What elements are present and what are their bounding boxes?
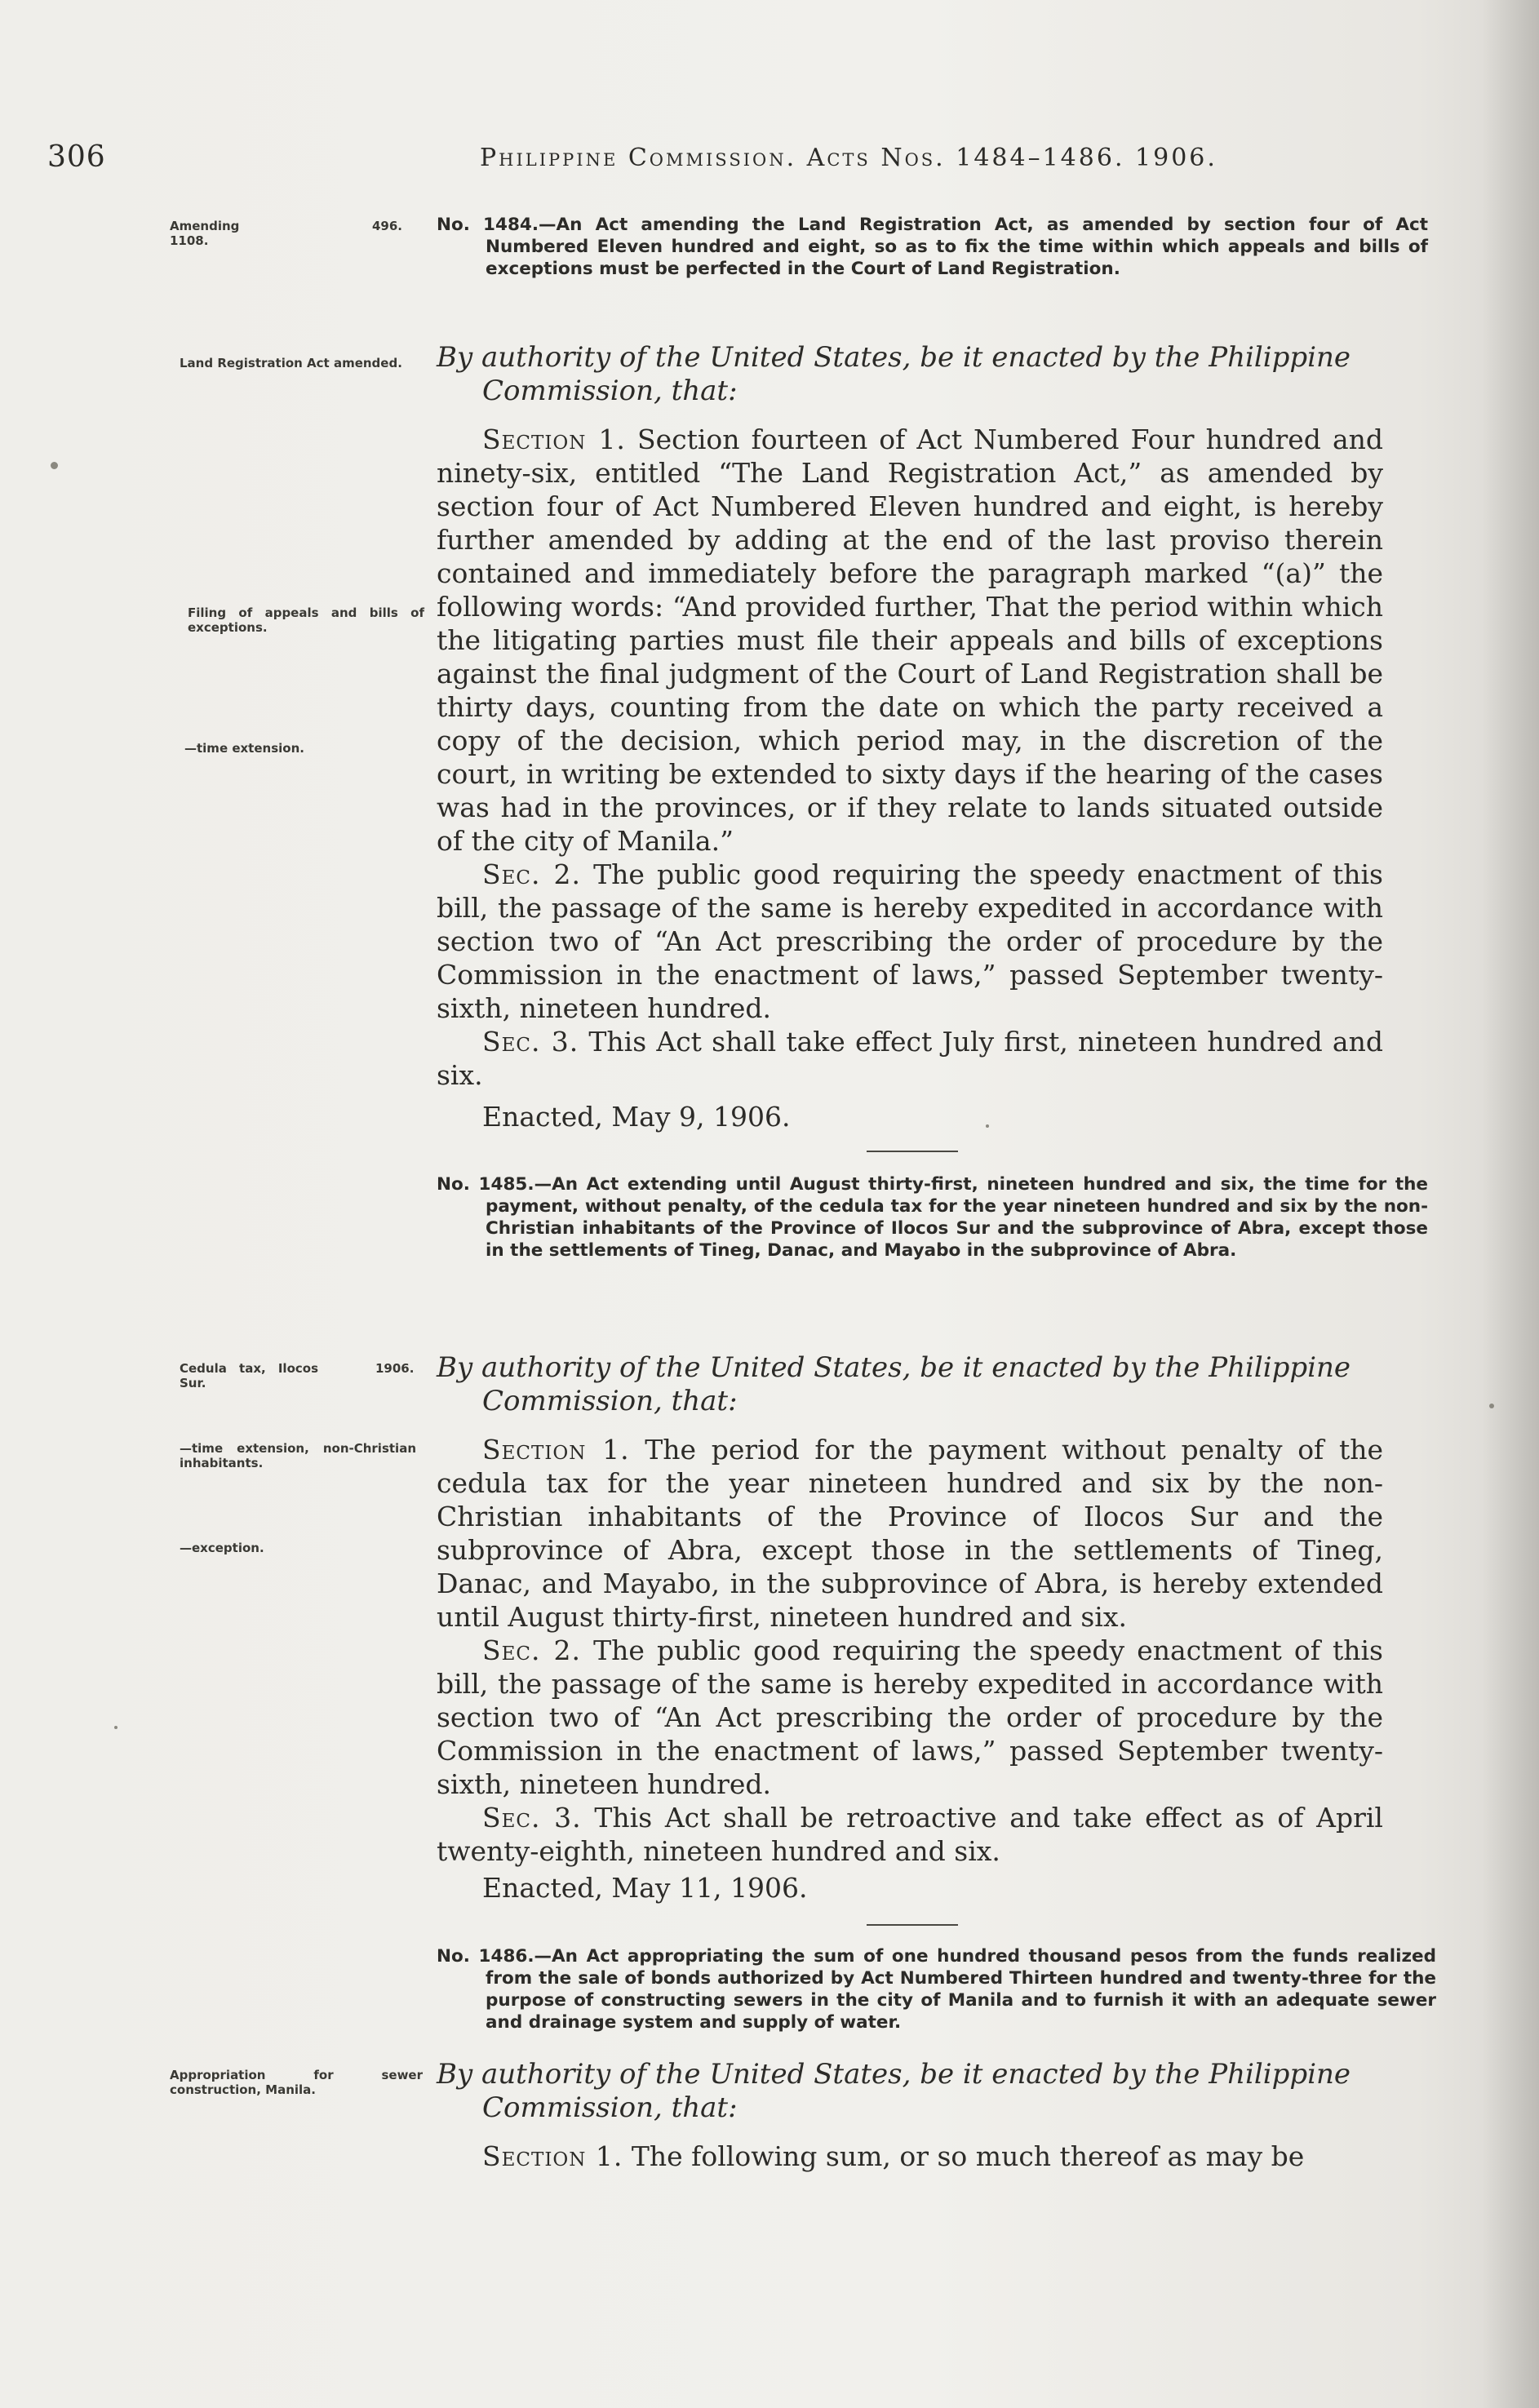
section-1 [437,423,1383,858]
section-label: Sec. 2. [482,1634,582,1666]
margin-note-filing: Filing of appeals and bills of exceptions. [188,605,424,635]
act-number: No. 1486. [437,1946,534,1967]
margin-note-land-registration: Land Registration Act amended. [180,356,402,370]
margin-note-amending: Amending 1108. [170,219,240,248]
section-label: Sec. 3. [482,1802,582,1834]
section-3 [437,1801,1383,1868]
section-1 [437,1433,1383,1634]
margin-ref-1906: 1906. [375,1361,415,1376]
margin-note-time-ext-nonchristian: —time extension, non-Christian inhabitants. [180,1441,416,1470]
act-heading [437,1173,1428,1262]
page-header [47,140,1345,181]
section-text: Section fourteen of Act Numbered Four hundred and ninety-six, entitled “The Land Registration Act,” as amended by section four of Act Numbered Eleven hundred and eight, is hereby further amended by adding at the end of the last proviso therein contained and immediately before the paragraph marked “(a)” the following words: “And provided further, That the period within which the litigating parties must file their appeals and bills of exceptions against the final judgment of the Court of Land Registration shall be thirty days, counting from the date on which the party received a copy of the decision, which period may, in the discretion of the court, in writing be extended to sixty days if the hearing of the cases was had in the provinces, or if they relate to lands situated outside of the city of Manila.” [437,424,1383,857]
section-label: Section 1. [482,424,626,455]
enacting-clause: By authority of the United States, be it enacted by the Philippine Commission, that: [437,341,1351,407]
enacting-clause: By authority of the United States, be it enacted by the Philippine Commission, that: [437,2058,1351,2124]
act-number: No. 1485. [437,1174,534,1195]
margin-note-appropriation: Appropriation for sewer construction, Manila. [170,2068,423,2097]
section-text: The period for the payment without penalty of the cedula tax for the year nineteen hundred and six by the non-Christian inhabitants of the Province of Ilocos Sur and the subprovince of Abra, except those in the settlements of Tineg, Danac, and Mayabo, in the subprovince of Abra, is hereby extended until August thirty-first, nineteen hundred and six. [437,1434,1383,1633]
section-label: Section 1. [482,1434,630,1466]
scan-speck [114,1726,118,1729]
section-label: Section 1. [482,2140,623,2172]
section-text: The following sum, or so much thereof as may be [623,2140,1305,2172]
divider-rule [867,1151,958,1152]
margin-note-exception: —exception. [180,1541,264,1555]
act-1485-body [437,1351,1383,1905]
act-heading [437,1945,1436,2033]
section-2 [437,1634,1383,1801]
section-text: The public good requiring the speedy enactment of this bill, the passage of the same is hereby expedited in accordance with section two of “An Act prescribing the order of procedure by the Commission in the enactment of laws,” passed September twenty-sixth, nineteen hundred. [437,858,1383,1024]
scan-speck [51,462,58,469]
act-1485 [437,1173,1428,1262]
act-title: —An Act extending until August thirty-first, nineteen hundred and six, the time for the payment, without penalty, of the cedula tax for the year nineteen hundred and six by the non-Christian inhabitants of the Province of Ilocos Sur and the subprovince of Abra, except those in the settlements of Tineg, Danac, and Mayabo in the subprovince of Abra. [486,1174,1428,1261]
act-1486-body [437,2058,1391,2173]
section-label: Sec. 2. [482,858,582,890]
section-3 [437,1025,1383,1092]
act-title: —An Act amending the Land Registration Act, as amended by section four of Act Numbered Eleven hundred and eight, so as to fix the time within which appeals and bills of exceptions must be perfected in the Court of Land Registration. [486,215,1428,279]
page-edge-shadow [1482,0,1539,2408]
margin-note-time-extension: —time extension. [184,741,304,756]
section-text: This Act shall take effect July first, nineteen hundred and six. [437,1026,1383,1091]
section-2 [437,858,1383,1025]
enacted-date: Enacted, May 11, 1906. [482,1872,808,1904]
enacting-clause: By authority of the United States, be it enacted by the Philippine Commission, that: [437,1351,1351,1417]
act-title: —An Act appropriating the sum of one hundred thousand pesos from the funds realized from the sale of bonds authorized by Act Numbered Thirteen hundred and twenty-three for the purpose of constructing sewers in the city of Manila and to furnish it with an adequate sewer and drainage system and supply of water. [486,1946,1436,2033]
divider-rule [867,1924,958,1926]
act-1484 [437,214,1428,280]
act-1484-body [437,341,1383,1133]
act-1486 [437,1945,1436,2033]
act-heading [437,214,1428,280]
scan-speck [1489,1404,1494,1408]
margin-note-cedula: Cedula tax, Ilocos Sur. [180,1361,318,1390]
act-number: No. 1484. [437,215,539,235]
section-text: This Act shall be retroactive and take effect as of April twenty-eighth, nineteen hundred and six. [437,1802,1383,1867]
section-1 [437,2140,1391,2173]
section-text: The public good requiring the speedy enactment of this bill, the passage of the same is hereby expedited in accordance with section two of “An Act prescribing the order of procedure by the Commission in the enactment of laws,” passed September twenty-sixth, nineteen hundred. [437,1634,1383,1800]
page-number: 306 [47,140,106,174]
section-label: Sec. 3. [482,1026,579,1058]
running-head: Philippine Commission. Acts Nos. 1484–1486. 1906. [480,144,1217,172]
enacted-date: Enacted, May 9, 1906. [482,1101,791,1133]
margin-ref-496: 496. [372,219,403,233]
